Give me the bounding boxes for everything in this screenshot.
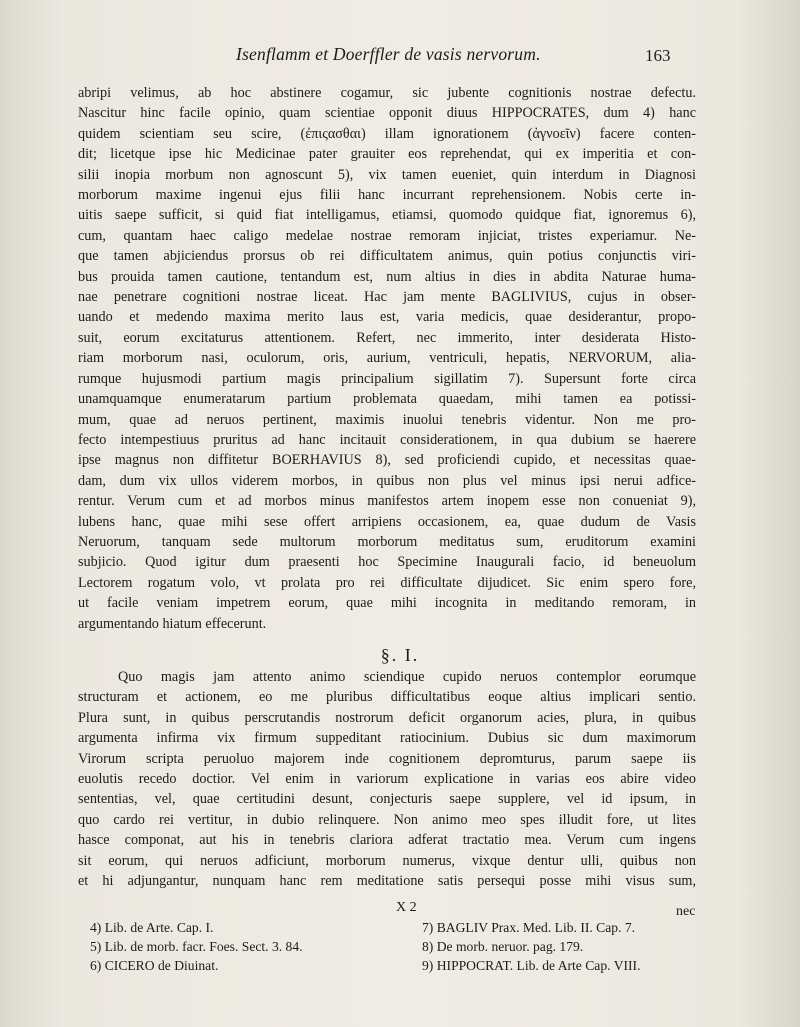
text-line: Lectorem rogatum volo, vt prolata pro rei difficultate dijudicet. Sic enim spero fore, xyxy=(78,574,696,591)
section-paragraph xyxy=(78,667,696,891)
running-head-title: Isenflamm et Doerffler de vasis nervorum. xyxy=(236,44,541,64)
text-line: ut facile veniam impetrem eorum, quae mihi incognita in meditando remoram, in xyxy=(78,595,696,612)
text-line: cum, quantam haec caligo medelae nostrae remoram injiciat, tristes experiamur. Ne- xyxy=(78,227,696,244)
text-line: dam, dum vix ullos viderem morbos, in quibus non plus vel minus ipsi nerui adfice- xyxy=(78,472,696,489)
footnote: 6) CICERO de Diuinat. xyxy=(90,958,219,973)
text-line: subjicio. Quod igitur dum praesenti hoc Specimine Inaugurali facio, id beneuolum xyxy=(78,554,696,571)
text-line: et hi adjungantur, nunquam hanc rem meditatione satis persequi posse mihi visus sum, xyxy=(78,873,696,890)
text-line: rumque hujusmodi partium magis principalium sigillatim 7). Supersunt forte circa xyxy=(78,370,696,387)
text-line: abripi velimus, ab hoc abstinere cogamur, sic jubente cognitionis nostrae defectu. xyxy=(78,85,696,101)
text-line: silii inopia morbum non agnoscunt 5), vix tamen eueniet, quin interdum in Diagnosi xyxy=(78,166,696,183)
text-line: lubens hanc, quae mihi sese offert arripiens occasionem, ea, quae dudum de Vasis xyxy=(78,513,696,530)
footnote: 4) Lib. de Arte. Cap. I. xyxy=(90,920,214,935)
footnote: 7) BAGLIV Prax. Med. Lib. II. Cap. 7. xyxy=(422,920,636,935)
running-head xyxy=(0,44,800,74)
text-line: riam morborum nasi, oculorum, oris, aurium, ventriculi, hepatis, NERVORUM, alia- xyxy=(78,350,696,367)
footnote: 9) HIPPOCRAT. Lib. de Arte Cap. VIII. xyxy=(422,958,641,973)
text-line: Quo magis jam attento animo sciendique cupido neruos contemplor eorumque xyxy=(118,669,696,685)
text-line: ipse magnus non diffitetur BOERHAVIUS 8), sed proficiendi cupido, et necessitas quae- xyxy=(78,452,696,469)
footnotes-right-column xyxy=(422,918,641,975)
footnotes-left-column xyxy=(90,918,303,975)
text-line: Neruorum, tanquam sede multorum morborum meditatus sum, eruditorum examini xyxy=(78,533,696,550)
text-line: sit eorum, qui neruos adficiunt, morborum numerus, vixque dentur ulli, quibus non xyxy=(78,852,696,869)
text-line: que tamen abjiciendus prorsus ob rei difficultatem animus, quin potius conjunctis viri- xyxy=(78,248,696,265)
text-line: unamquamque enumeratarum partium problemata quaedam, mihi tamen ea potissi- xyxy=(78,391,696,408)
catchword: nec xyxy=(676,904,696,919)
text-line: mum, quae ad neruos pertinent, maximis inuolui tenebris videntur. Non me pro- xyxy=(78,411,696,428)
signature-mark: X 2 xyxy=(396,900,417,915)
text-line: morborum maxime ingenui ejus filii hanc incurrant reprehensionem. Nobis certe in- xyxy=(78,187,696,204)
text-line: Nascitur hinc facile opinio, quam scientiae opponit diuus HIPPOCRATES, dum 4) hanc xyxy=(78,105,696,122)
text-line: rentur. Verum cum et ad morbos minus manifestos artem inopem esse non conueniat 9), xyxy=(78,493,696,510)
text-line: argumentando hiatum effecerunt. xyxy=(78,615,267,632)
text-line: uando et medendo maxima merito laus est, varia medicis, quae desiderantur, propo- xyxy=(78,309,696,326)
footnote: 5) Lib. de morb. facr. Foes. Sect. 3. 84. xyxy=(90,939,303,954)
page-number: 163 xyxy=(645,46,671,65)
text-line: uitis saepe sufficit, si quid fiat intelligamus, etiamsi, quomodo quidque fiat, ignoremus 6), xyxy=(78,207,696,224)
text-line: argumenta infirma vix firmum suppeditant ratiocinium. Dubius sic dum maximorum xyxy=(78,730,696,747)
text-line: sententias, vel, quae certitudini desunt, conjecturis saepe supplere, vel id ipsum, in xyxy=(78,791,696,808)
text-line: euolutis recedo doctior. Vel enim in variorum explicatione in varias eos abire video xyxy=(78,771,696,788)
text-line: nae penetrare cognitioni nostrae liceat. Hac jam mente BAGLIVIUS, cujus in obser- xyxy=(78,289,696,306)
footnote: 8) De morb. neruor. pag. 179. xyxy=(422,939,584,954)
text-line: structuram et actionem, eo me pluribus difficultatibus eoque altius implicari sentio. xyxy=(78,689,696,706)
text-line: bus prouida tamen cautione, tentandum est, num altius in dies in abdita Naturae huma- xyxy=(78,268,696,285)
text-line: quo cardo rei vertitur, in dubio relinquere. Non animo meo spes illudit fore, ut lites xyxy=(78,811,696,828)
text-line: quidem scientiam seu scire, (ἐπιςασθαι) illam ignorationem (ἀγνοεῖν) facere conten- xyxy=(78,125,696,142)
text-line: suit, eorum excitaturus attentionem. Refert, nec immerito, inter desiderata Histo- xyxy=(78,329,696,346)
section-heading: §. I. xyxy=(380,645,420,665)
text-line: Plura sunt, in quibus perscrutandis nostrorum deficit organorum acies, plura, in quibus xyxy=(78,709,696,726)
text-line: fecto intempestiuus pruritus ad hanc incitauit considerationem, in qua dubium se haerere xyxy=(78,431,696,448)
text-line: Virorum scripta peruoluo majorem inde cognitionem depromturus, parum saepe iis xyxy=(78,750,696,767)
text-line: hasce componat, aut his in tenebris clariora adferat tractatio mea. Verum cum ingens xyxy=(78,832,696,849)
text-line: dit; licetque ipse hic Medicinae pater grauiter eos reprehendat, qui ex imperitia et con- xyxy=(78,146,696,163)
main-paragraph xyxy=(78,83,696,634)
